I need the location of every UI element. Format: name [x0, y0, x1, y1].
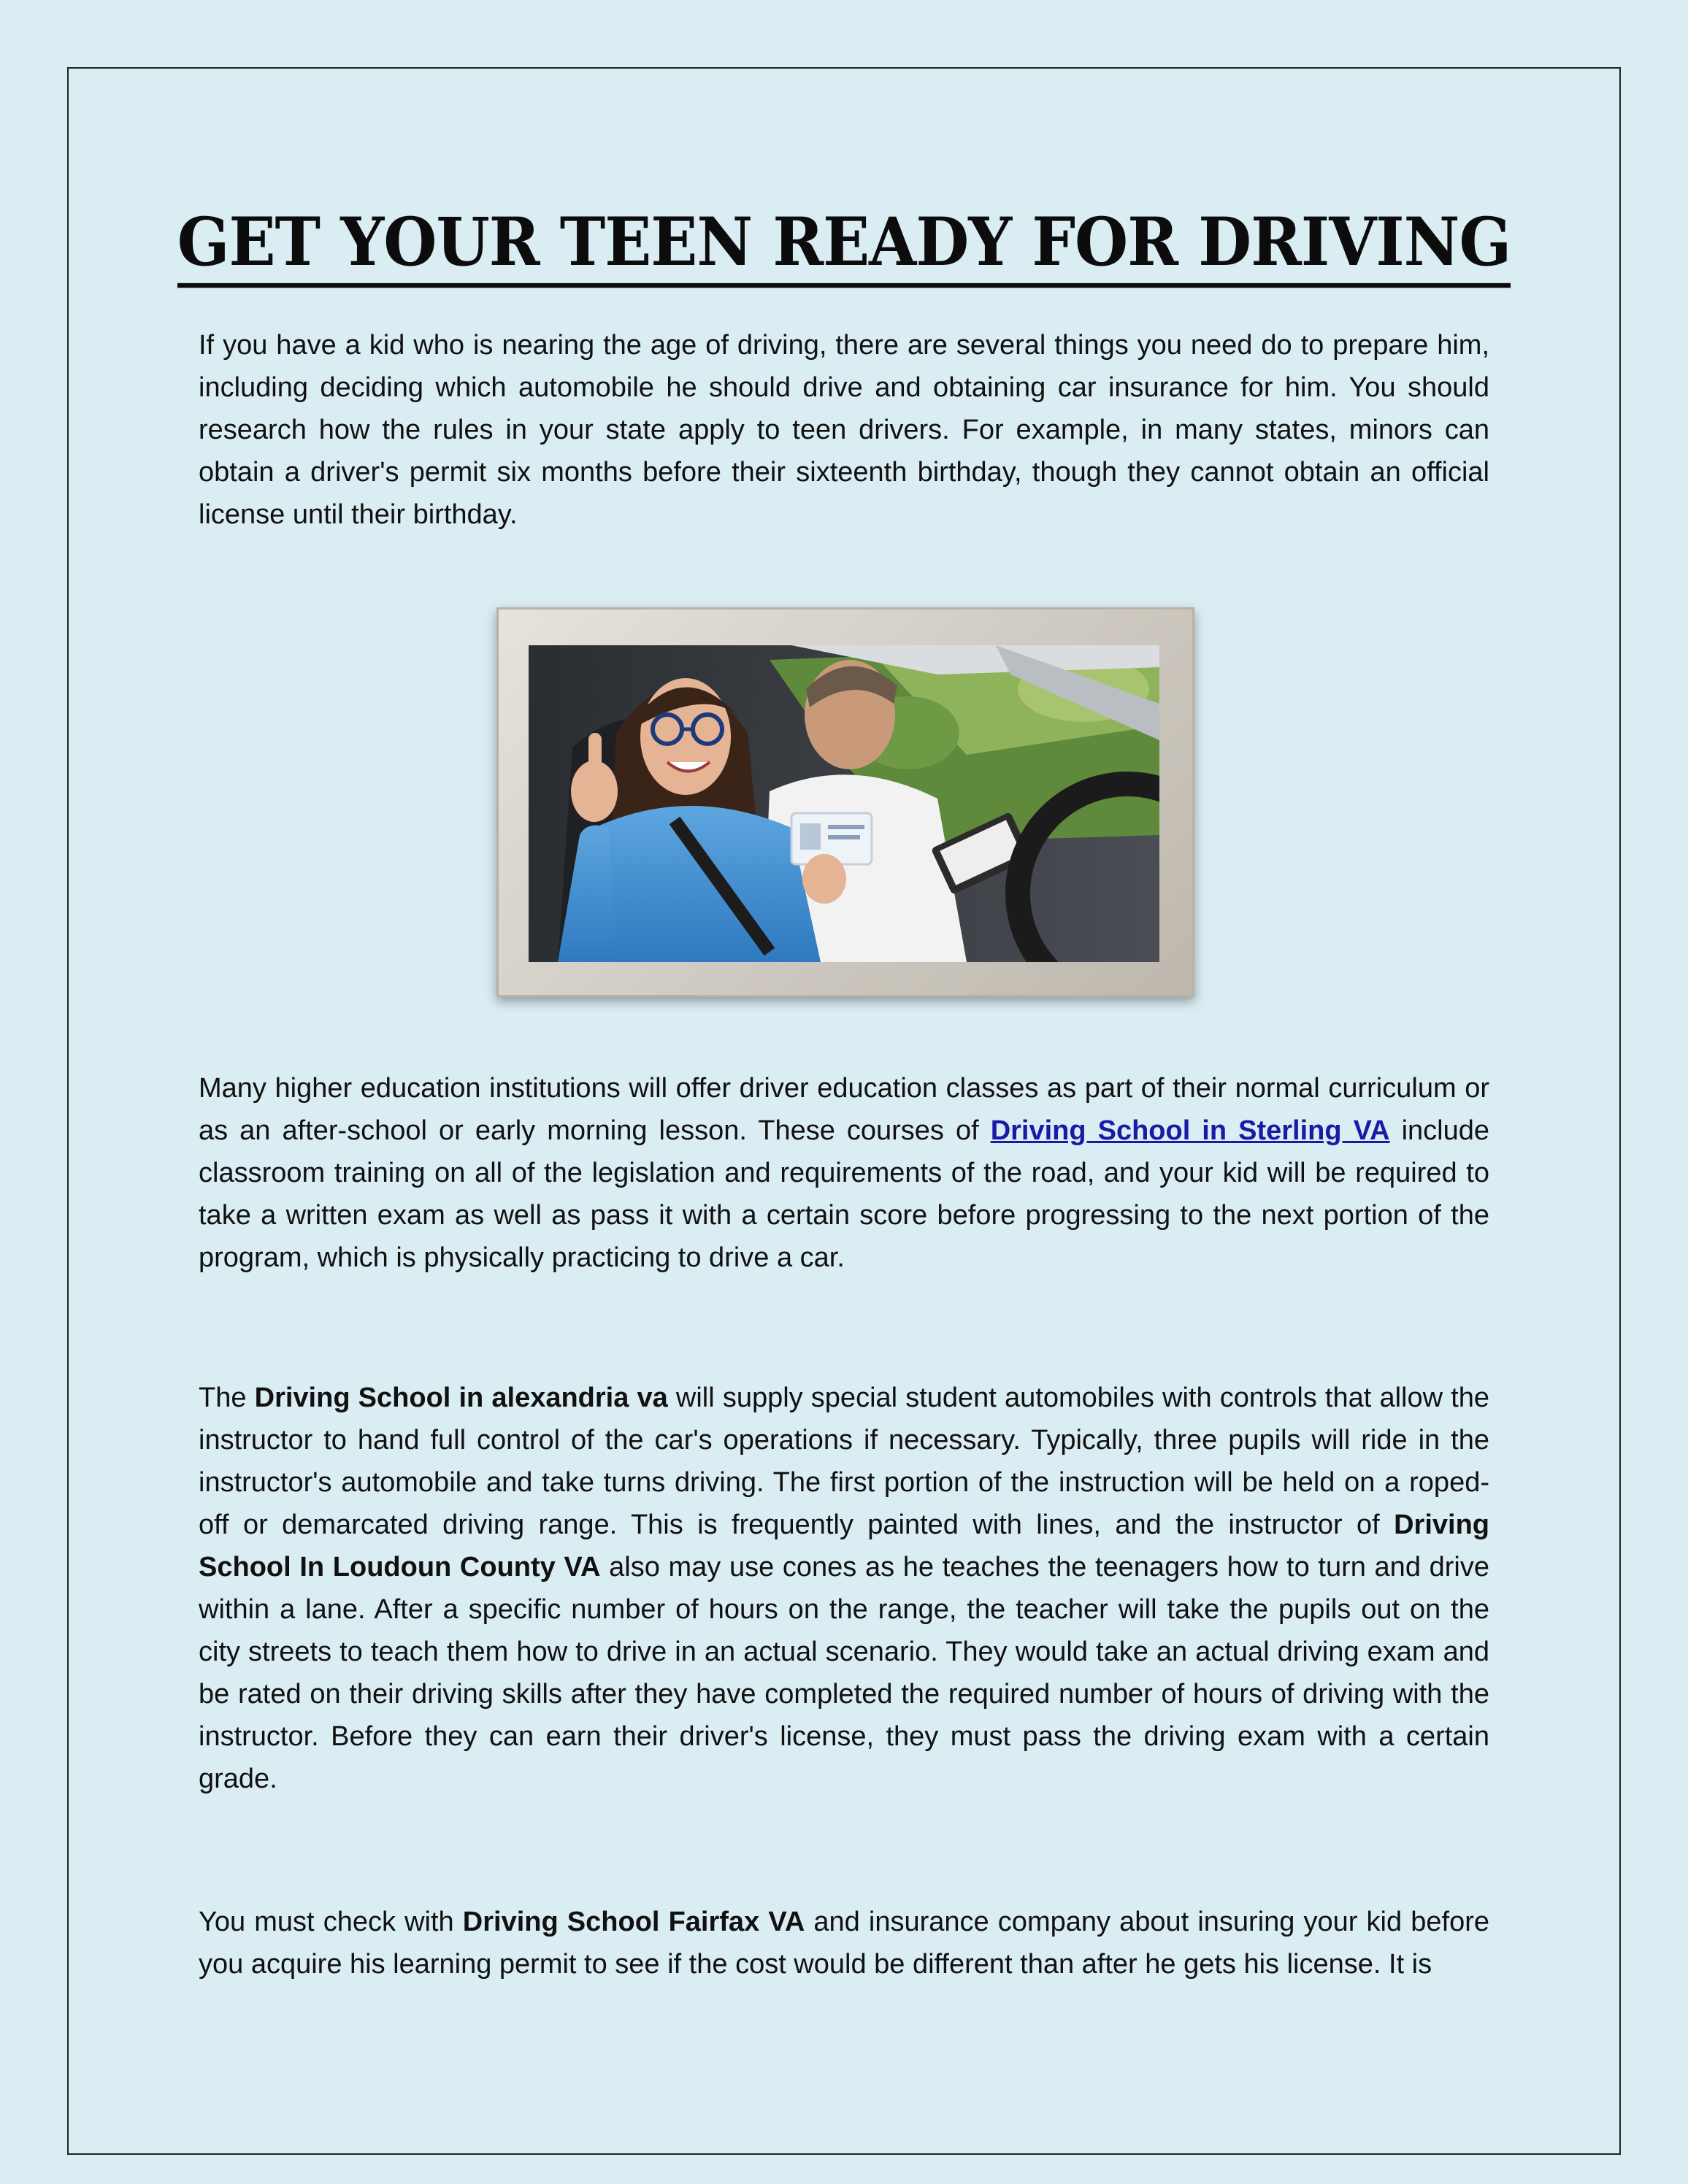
paragraph2-text-before: Many higher education institutions will offer driver education classes as part of their normal curriculum or as an after-school or early morning lesson. These courses of [199, 1073, 1489, 1146]
photo-frame [496, 607, 1194, 997]
paragraph3-bold-loudoun: Driving School In Loudoun County VA [199, 1510, 1489, 1583]
paragraph4-text-before: You must check with [199, 1907, 463, 1937]
paragraph3-bold-alexandria: Driving School in alexandria va [254, 1383, 668, 1413]
paragraph-insurance [199, 1901, 1489, 1985]
teen-driver-photo [529, 645, 1159, 962]
paragraph-driver-education [199, 1067, 1489, 1279]
paragraph3-text-middle: will supply special student automobiles with controls that allow the instructor to hand full control of the car's operations if necessary. Typically, three pupils will ride in the instructor's automobile and take turns driving. The first portion of the instruction will be held on a roped-off or demarcated driving range. This is frequently painted with lines, and the instructor of [199, 1383, 1490, 1540]
page-title [0, 202, 1688, 285]
paragraph3-text-after: also may use cones as he teaches the teenagers how to turn and drive within a lane. After a specific number of hours on the range, the teacher will take the pupils out on the city streets to teach them how to drive in an actual scenario. They would take an actual driving exam and be rated on their driving skills after they have completed the required number of hours of driving with the instructor. Before they can earn their driver's license, they must pass the driving exam with a certain grade. [199, 1552, 1489, 1794]
paragraph2-text-after: include classroom training on all of the legislation and requirements of the road, and your kid will be required to take a written exam as well as pass it with a certain score before progressing to the next portion of the program, which is physically practicing to drive a car. [199, 1115, 1490, 1273]
paragraph4-bold-fairfax: Driving School Fairfax VA [462, 1907, 805, 1937]
page-title-text: GET YOUR TEEN READY FOR DRIVING [177, 203, 1511, 288]
paragraph3-text-before: The [199, 1383, 255, 1413]
intro-paragraph: If you have a kid who is nearing the age of driving, there are several things you need do to prepare him, including deciding which automobile he should drive and obtaining car insurance for him. You should research how the rules in your state apply to teen drivers. For example, in many states, minors can obtain a driver's permit six months before their sixteenth birthday, though they cannot obtain an official license until their birthday. [199, 330, 1489, 530]
paragraph-student-automobiles [199, 1377, 1489, 1800]
driving-school-sterling-link[interactable]: Driving School in Sterling VA [990, 1115, 1390, 1146]
paragraph4-text-after: and insurance company about insuring your kid before you acquire his learning permit to see if the cost would be different than after he gets his license. It is [199, 1907, 1489, 1980]
